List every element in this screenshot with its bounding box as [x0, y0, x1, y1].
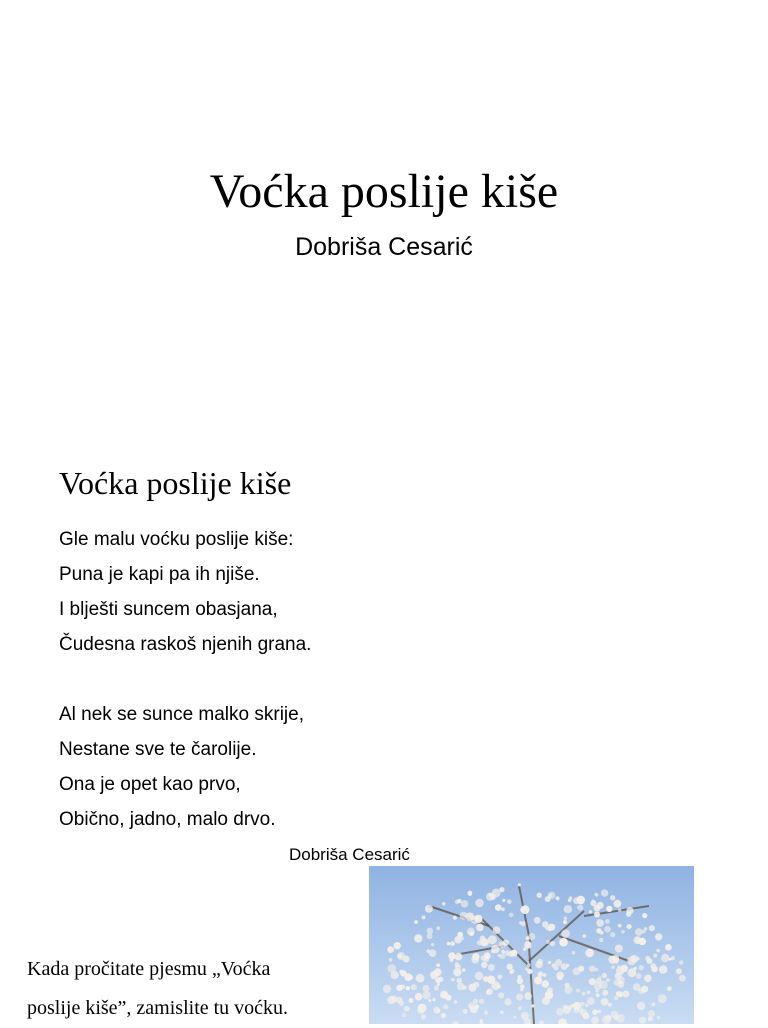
poem-stanza-2 — [59, 697, 304, 837]
poem-line: Nestane sve te čarolije. — [59, 739, 257, 760]
poem-line: I blješti suncem obasjana, — [59, 599, 278, 620]
task-text — [27, 950, 347, 1028]
poem-line: Obično, jadno, malo drvo. — [59, 809, 276, 830]
task-line: Kada pročitate pjesmu „Voćka — [27, 958, 271, 980]
task-line: poslije kiše”, zamislite tu voćku. — [27, 997, 289, 1019]
poem-line: Puna je kapi pa ih njiše. — [59, 564, 260, 585]
poem-line: Ona je opet kao prvo, — [59, 774, 241, 795]
poem-line: Gle malu voćku poslije kiše: — [59, 529, 294, 550]
title-slide-subtitle: Dobriša Cesarić — [295, 233, 473, 261]
poem-stanza-1 — [59, 522, 311, 662]
title-slide-title: Voćka poslije kiše — [209, 165, 559, 218]
poem-author: Dobriša Cesarić — [289, 845, 410, 864]
blossoming-tree-photo — [369, 866, 694, 1024]
poem-line: Al nek se sunce malko skrije, — [59, 704, 304, 725]
poem-heading: Voćka poslije kiše — [59, 465, 292, 501]
poem-line: Čudesna raskoš njenih grana. — [59, 634, 312, 655]
